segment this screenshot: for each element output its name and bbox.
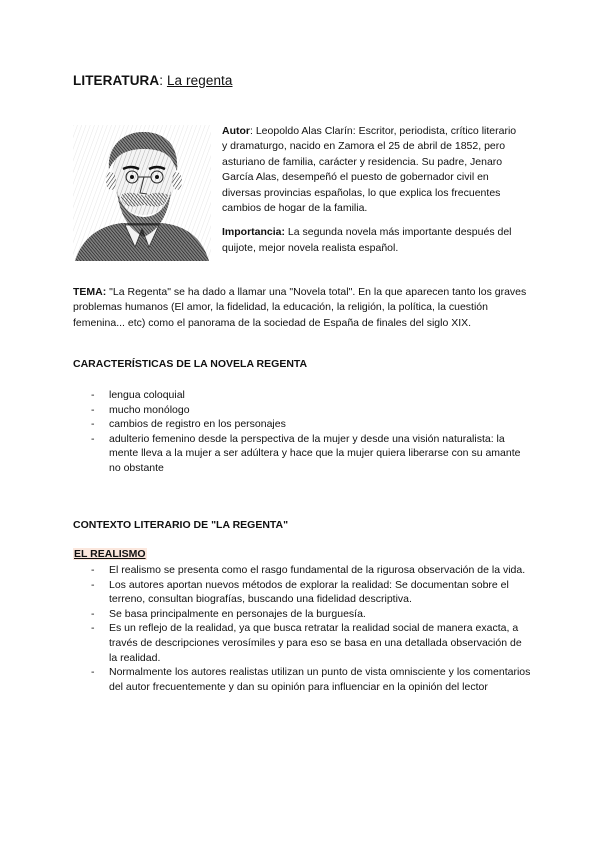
list-item-text: El realismo se presenta como el rasgo fundamental de la rigurosa observación de la vida. <box>109 564 526 576</box>
realismo-heading: EL REALISMO <box>74 548 146 560</box>
list-item <box>91 563 531 578</box>
list-item <box>91 578 531 607</box>
importancia-paragraph <box>222 225 522 256</box>
caracteristicas-list <box>91 388 531 476</box>
tema-text: "La Regenta" se ha dado a llamar una "Novela total". En la que aparecen tanto los graves problemas humanos (El amor, la fidelidad, la educación, la religión, la política, la cuestión femenina... etc) como el panorama de la sociedad de España de finales del siglo XIX. <box>73 286 527 329</box>
list-item <box>91 665 531 694</box>
importancia-label: Importancia: <box>222 226 286 239</box>
contexto-heading: CONTEXTO LITERARIO DE "LA REGENTA" <box>73 519 289 531</box>
dash-marker: - <box>91 403 95 416</box>
dash-marker: - <box>91 666 95 679</box>
list-item <box>91 432 531 476</box>
title-label: LITERATURA <box>73 73 160 88</box>
autor-text: : Leopoldo Alas Clarín: Escritor, periodista, crítico literario y dramaturgo, nacido en Zamora el 25 de abril de 1852, pero asturiano de familia, carácter y residencia. Su padre, Jenaro García Alas, desempeñó el puesto de gobernador civil en diversas provincias españolas, lo que explica los frecuentes cambios de hogar de la familia. <box>222 125 517 215</box>
dash-marker: - <box>91 622 95 635</box>
list-item-text: Se basa principalmente en personajes de la burguesía. <box>109 607 366 620</box>
list-item-text: lengua coloquial <box>109 389 185 401</box>
list-item <box>91 607 531 622</box>
author-block <box>222 124 522 256</box>
list-item-text: Normalmente los autores realistas utilizan un punto de vista omnisciente y los comentarios del autor frecuentemente y dan su opinión para influenciar en la opinión del lector <box>109 666 531 693</box>
dash-marker: - <box>91 564 95 576</box>
list-item <box>91 621 531 665</box>
author-portrait-image <box>73 125 211 261</box>
dash-marker: - <box>91 389 95 401</box>
tema-paragraph <box>73 285 533 331</box>
dash-marker: - <box>91 432 95 445</box>
autor-label: Autor <box>222 125 250 137</box>
list-item <box>91 403 531 418</box>
dash-marker: - <box>91 418 95 431</box>
importancia-text: La segunda novela más importante después del quijote, mejor novela realista español. <box>222 226 512 254</box>
list-item-text: cambios de registro en los personajes <box>109 418 286 431</box>
list-item <box>91 388 531 403</box>
title-work: La regenta <box>166 73 233 88</box>
title-separator: : <box>159 73 167 88</box>
tema-block <box>73 285 533 331</box>
list-item-text: Los autores aportan nuevos métodos de explorar la realidad: Se documentan sobre el terreno, consultan biografías, buscando una fidelidad descriptiva. <box>109 578 509 606</box>
list-item-text: Es un reflejo de la realidad, ya que busca retratar la realidad social de manera exacta, a través de descripciones verosímiles y para eso se basa en una detallada observación de la realidad. <box>109 622 522 664</box>
list-item-text: adulterio femenino desde la perspectiva de la mujer y desde una visión naturalista: la mente lleva a la mujer a ser adúltera y hace que la mujer quiera liberarse con su amante no obstante <box>109 432 521 474</box>
dash-marker: - <box>91 607 95 620</box>
caracteristicas-heading: CARACTERÍSTICAS DE LA NOVELA REGENTA <box>73 358 308 370</box>
page-title <box>73 73 233 88</box>
list-item-text: mucho monólogo <box>109 403 190 416</box>
autor-paragraph <box>222 124 522 216</box>
realismo-list <box>91 563 531 694</box>
tema-label: TEMA: <box>73 286 107 298</box>
list-item <box>91 417 531 432</box>
dash-marker: - <box>91 578 95 591</box>
